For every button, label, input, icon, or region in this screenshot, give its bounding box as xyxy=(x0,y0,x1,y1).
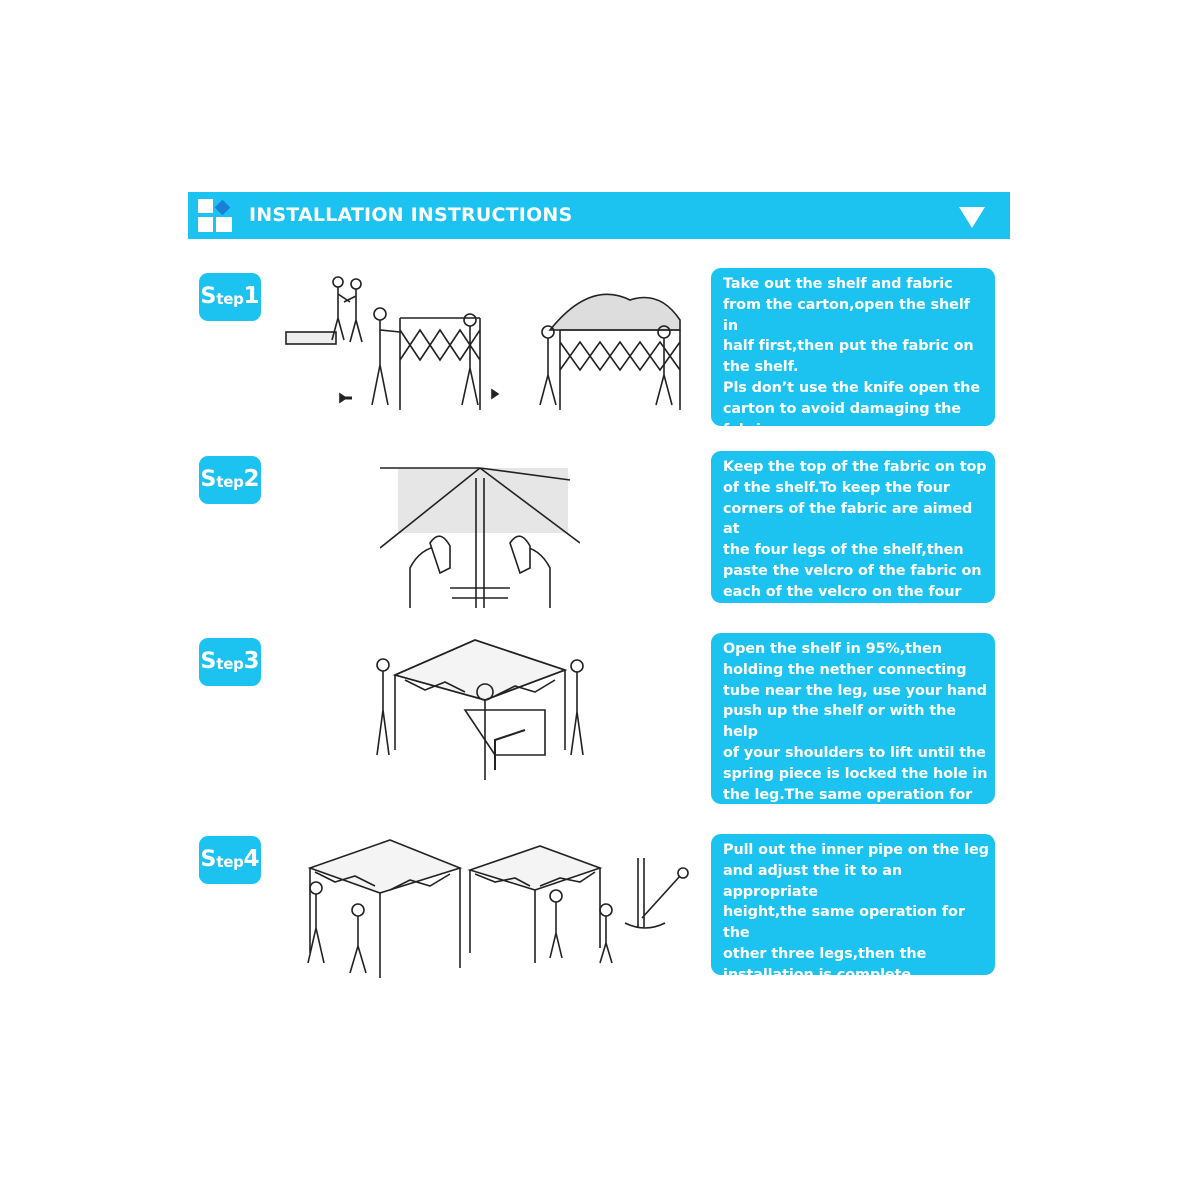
step-4-illustration xyxy=(280,838,700,978)
badge-suffix: tep xyxy=(216,655,244,673)
squares-logo-icon xyxy=(198,199,234,233)
step-3-text: Open the shelf in 95%,then holding the nether connecting tube near the leg, use your hand push up the shelf or with the help of your shoulders to lift until the spring piece is locked the hole in the leg.The same operation for the other three legs. xyxy=(711,633,995,804)
badge-suffix: tep xyxy=(216,290,244,308)
triangle-down-icon[interactable] xyxy=(959,207,985,229)
step-4-text: Pull out the inner pipe on the leg and adjust the it to an appropriate height,the same operation for the other three legs,then the installation is complete. xyxy=(711,834,995,975)
badge-number: 3 xyxy=(243,648,260,674)
instructions-header xyxy=(188,192,1010,239)
step-1-illustration xyxy=(280,270,690,415)
badge-suffix: tep xyxy=(216,853,244,871)
step-1-badge xyxy=(199,273,261,321)
step-3-badge xyxy=(199,638,261,686)
step-2-illustration xyxy=(380,458,580,608)
badge-letter: S xyxy=(200,283,217,309)
badge-number: 1 xyxy=(243,283,260,309)
badge-letter: S xyxy=(200,466,217,492)
badge-number: 4 xyxy=(243,846,260,872)
badge-suffix: tep xyxy=(216,473,244,491)
badge-letter: S xyxy=(200,648,217,674)
step-1-text: Take out the shelf and fabric from the carton,open the shelf in half first,then put the fabric on the shelf. Pls don’t use the knife open the carton to avoid damaging the fabric. xyxy=(711,268,995,426)
header-title: INSTALLATION INSTRUCTIONS xyxy=(249,204,573,226)
step-3-illustration xyxy=(365,630,595,780)
badge-letter: S xyxy=(200,846,217,872)
step-4-badge xyxy=(199,836,261,884)
step-2-text: Keep the top of the fabric on top of the shelf.To keep the four corners of the fabric are aimed at the four legs of the shelf,then paste the velcro of the fabric on each of the velcro on the four legs. xyxy=(711,451,995,603)
step-2-badge xyxy=(199,456,261,504)
badge-number: 2 xyxy=(243,466,260,492)
